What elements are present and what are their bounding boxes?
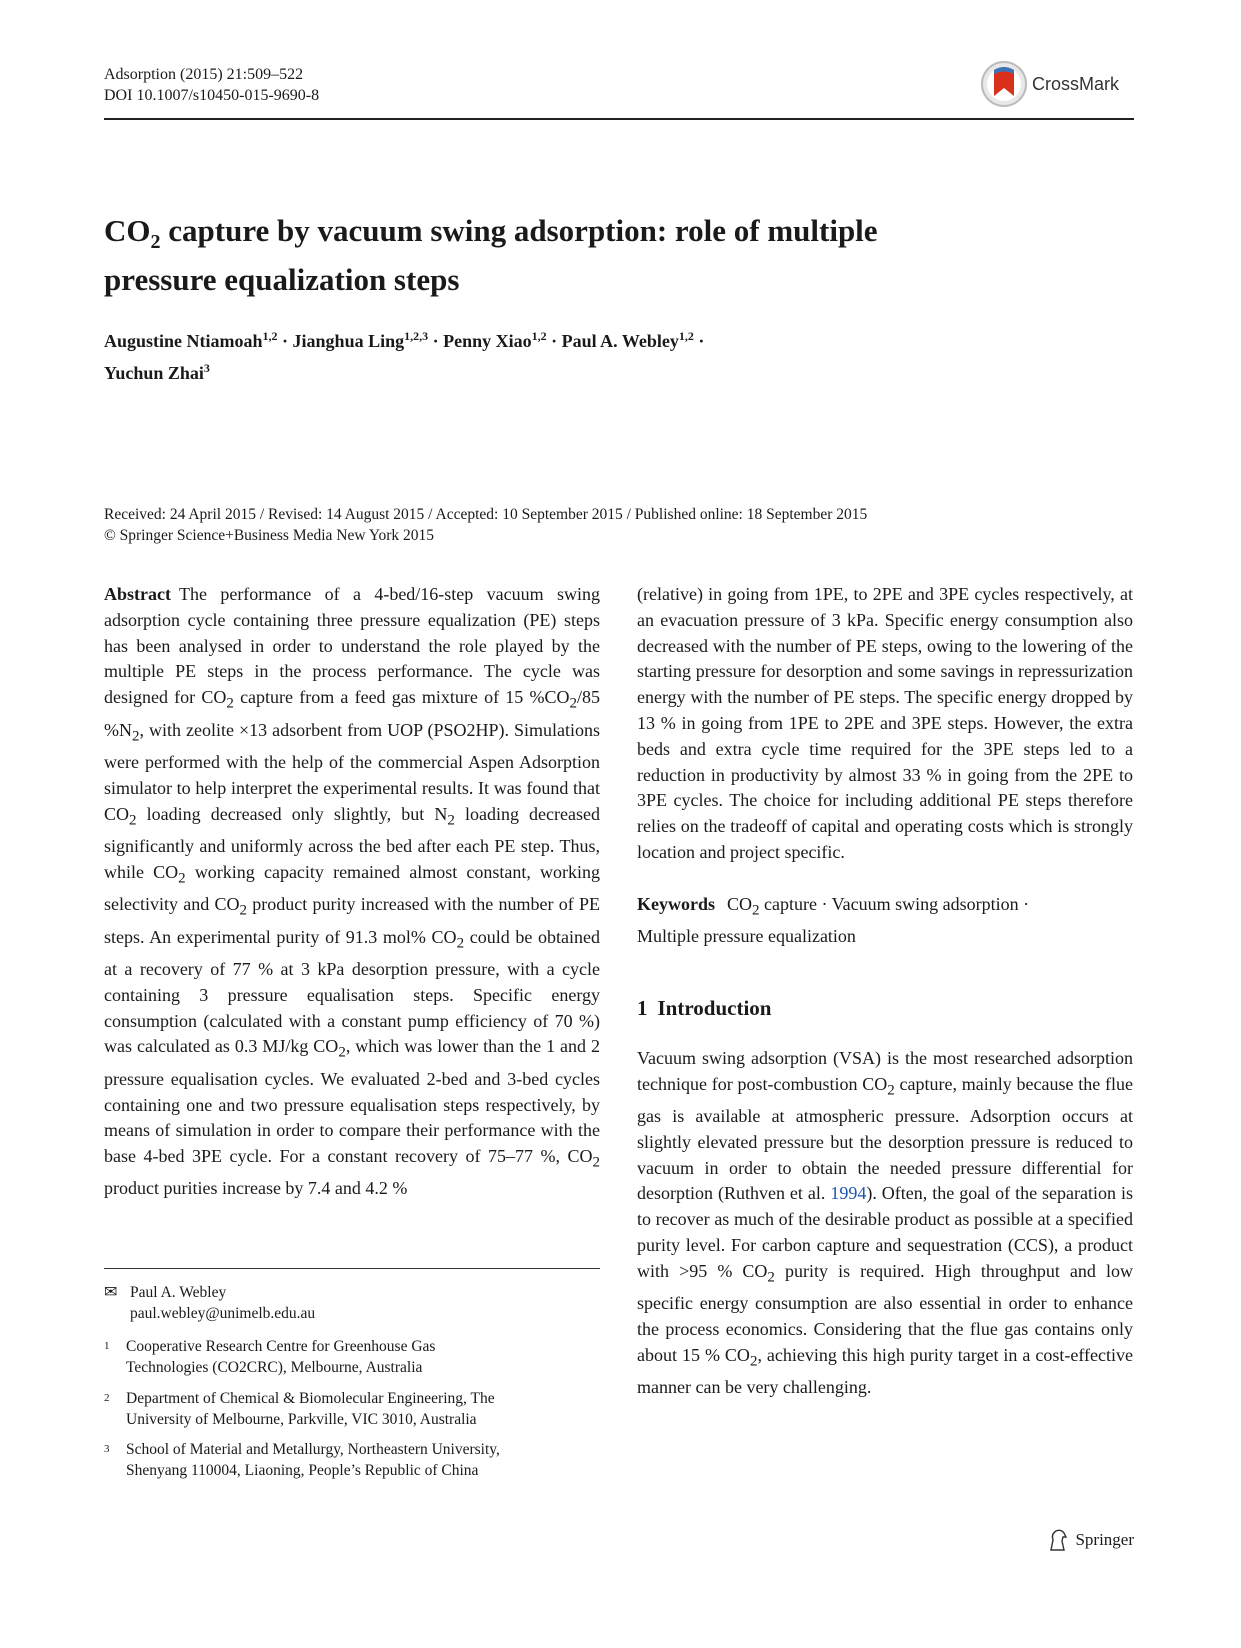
- author-separator: ·: [693, 331, 705, 351]
- author-separator: ·: [546, 331, 562, 351]
- author-list: [104, 323, 1104, 387]
- affiliation-line: School of Material and Metallurgy, Northeastern University,: [126, 1441, 500, 1458]
- author-affiliation: 1,2: [262, 329, 278, 343]
- section-title: Introduction: [657, 995, 772, 1020]
- affiliation-mark: 3: [104, 1443, 110, 1455]
- abstract-paragraph: [104, 582, 600, 1202]
- author-name[interactable]: Augustine Ntiamoah: [104, 331, 263, 351]
- intro-text: , achieving this high purity target in a cost-effective manner can be very challenging.: [637, 1344, 1133, 1398]
- subscript: 2: [569, 695, 577, 712]
- affiliation-mark: 1: [104, 1340, 110, 1352]
- author-name[interactable]: Penny Xiao: [443, 331, 532, 351]
- subscript: 2: [129, 812, 137, 829]
- subscript: 2: [592, 1154, 600, 1171]
- keywords: [637, 892, 1133, 950]
- affiliation-footnote: [104, 1388, 495, 1430]
- affiliation-footnote: [104, 1439, 500, 1481]
- intro-text: purity is required. High throughput and low specific energy consumption are also essential in order to enhance the process economics. Considering that the flue gas contains only about 15 % CO: [637, 1260, 1133, 1365]
- title-line-1: [104, 212, 1104, 261]
- copyright-line: © Springer Science+Business Media New York 2015: [104, 527, 435, 544]
- subscript: 2: [767, 1269, 775, 1286]
- abstract-text: The performance of a 4-bed/16-step vacuum swing adsorption cycle containing three pressure equalization (PE) steps has been analysed in order to understand the role played by the multiple PE steps in the process performance. The cycle was designed for CO: [104, 584, 600, 708]
- author-separator: ·: [277, 331, 293, 351]
- abstract-text: product purity increased with the number of PE steps. An experimental purity of 91.3 mol% CO: [104, 894, 600, 947]
- abstract-text: loading decreased only slightly, but N: [136, 803, 448, 824]
- subscript: 2: [887, 1082, 895, 1099]
- right-column: [637, 582, 1133, 1401]
- keywords-heading: Keywords: [637, 893, 715, 914]
- author-affiliation: 1,2,3: [404, 329, 429, 343]
- title-co2-sub: 2: [150, 231, 161, 254]
- abstract-text: , with zeolite ×13 adsorbent from UOP (PSO2HP). Simulations were performed with the help of the commercial Aspen Adsorption simulator to help interpret the experimental results. It was found that CO: [104, 719, 600, 824]
- author-affiliation: 3: [203, 361, 210, 375]
- author-separator: ·: [428, 331, 444, 351]
- author-affiliation: 1,2: [531, 329, 547, 343]
- title-co2: CO: [104, 213, 151, 248]
- subscript: 2: [178, 870, 186, 887]
- keyword-text: capture · Vacuum swing adsorption ·: [759, 893, 1030, 914]
- affiliation-line: Technologies (CO2CRC), Melbourne, Australia: [126, 1359, 423, 1376]
- abstract-text: product purities increase by 7.4 and 4.2 %: [104, 1178, 408, 1199]
- author-line-1: [104, 323, 1104, 355]
- footnote-rule: [104, 1268, 600, 1269]
- author-name[interactable]: Paul A. Webley: [561, 331, 679, 351]
- abstract-text: capture from a feed gas mixture of 15 %CO: [233, 687, 570, 708]
- title-line-2: pressure equalization steps: [104, 262, 460, 298]
- intro-text: ). Often, the goal of the separation is to recover as much of the desirable product as possible at a specified purity level. For carbon capture and sequestration (CCS), a product with >95 % CO: [637, 1183, 1133, 1281]
- subscript: 2: [447, 812, 455, 829]
- crossmark-badge[interactable]: [980, 60, 1119, 108]
- abstract-text: , which was lower than the 1 and 2 pressure equalisation cycles. We evaluated 2-bed and 3-bed cycles containing one and two pressure equalisation steps respectively, by means of simulation in order to compare their performance with the base 4-bed 3PE cycle. For a constant recovery of 75–77 %, CO: [104, 1036, 601, 1167]
- introduction-paragraph: [637, 1046, 1133, 1401]
- subscript: 2: [456, 935, 465, 952]
- intro-text: Vacuum swing adsorption (VSA) is the most researched adsorption technique for post-combustion CO: [637, 1047, 1133, 1094]
- correspondence-email[interactable]: paul.webley@unimelb.edu.au: [130, 1305, 316, 1322]
- section-number: 1: [637, 995, 648, 1020]
- left-column: [104, 582, 600, 1202]
- envelope-icon: ✉: [104, 1284, 118, 1301]
- subscript: 2: [752, 902, 760, 919]
- citation-link[interactable]: 1994: [830, 1183, 867, 1204]
- affiliation-mark: 2: [104, 1392, 110, 1404]
- publisher-logo: [1047, 1528, 1134, 1552]
- affiliation-line: Cooperative Research Centre for Greenhouse Gas: [126, 1338, 436, 1355]
- intro-text: capture, mainly because the flue gas is available at atmospheric pressure. Adsorption occurs at slightly elevated pressure but the desorption pressure is reduced to vacuum in order to obtain the needed pressure differential for desorption (Ruthven et al.: [637, 1073, 1133, 1204]
- abstract-text: could be obtained at a recovery of 77 % at 3 kPa desorption pressure, with a cycle containing 3 pressure equalisation steps. Specific energy consumption (calculated with a constant pump efficiency of 70 %) was calculated as 0.3 MJ/kg CO: [104, 926, 600, 1057]
- keyword-text: Multiple pressure equalization: [637, 926, 856, 947]
- subscript: 2: [226, 695, 234, 712]
- doi-line: DOI 10.1007/s10450-015-9690-8: [104, 87, 320, 104]
- article-title: [104, 212, 1104, 299]
- subscript: 2: [239, 902, 247, 919]
- keyword-text: CO: [727, 893, 753, 914]
- affiliation-footnote: [104, 1336, 435, 1378]
- subscript: 2: [338, 1044, 346, 1061]
- journal-citation: [104, 64, 319, 106]
- author-name[interactable]: Jianghua Ling: [292, 331, 405, 351]
- subscript: 2: [132, 728, 140, 745]
- title-line-1-rest: capture by vacuum swing adsorption: role of multiple: [160, 213, 878, 248]
- abstract-heading: Abstract: [104, 584, 171, 604]
- publication-history: [104, 504, 1144, 546]
- crossmark-icon: [980, 60, 1028, 108]
- abstract-text: loading decreased significantly and uniformly across the bed after each PE step. Thus, while CO: [104, 803, 601, 882]
- abstract-text: working capacity remained almost constant, working selectivity and CO: [104, 861, 600, 915]
- crossmark-label: CrossMark: [1032, 73, 1120, 94]
- author-line-2: [104, 355, 1104, 387]
- author-affiliation: 1,2: [678, 329, 694, 343]
- affiliation-line: Department of Chemical & Biomolecular Engineering, The: [126, 1390, 495, 1407]
- header-rule: [104, 118, 1134, 120]
- correspondence-footnote: [104, 1282, 315, 1324]
- affiliation-line: University of Melbourne, Parkville, VIC 3010, Australia: [126, 1411, 477, 1428]
- subscript: 2: [749, 1353, 758, 1370]
- abstract-text: /85 %N: [104, 687, 601, 740]
- springer-horse-icon: [1047, 1528, 1069, 1552]
- section-heading-introduction: [637, 996, 1133, 1022]
- publisher-name: Springer: [1075, 1530, 1134, 1549]
- journal-line: Adsorption (2015) 21:509–522: [104, 66, 304, 83]
- dates-line: Received: 24 April 2015 / Revised: 14 August 2015 / Accepted: 10 September 2015 / Published online: 18 September 2015: [104, 506, 868, 523]
- author-name[interactable]: Yuchun Zhai: [104, 363, 204, 383]
- affiliation-line: Shenyang 110004, Liaoning, People’s Republic of China: [126, 1462, 479, 1479]
- correspondence-name: Paul A. Webley: [130, 1284, 227, 1301]
- abstract-continued: (relative) in going from 1PE, to 2PE and 3PE cycles respectively, at an evacuation pressure of 3 kPa. Specific energy consumption also decreased with the number of PE steps, owing to the lowering of the starting pressure for desorption and some savings in repressurization energy with the number of PE steps. The specific energy dropped by 13 % in going from 1PE to 2PE and 3PE steps. However, the extra beds and extra cycle time required for the 3PE steps led to a reduction in productivity by almost 33 % in going from the 2PE to 3PE cycles. The choice for including additional PE steps therefore relies on the tradeoff of capital and operating costs which is strongly location and project specific.: [637, 584, 1133, 862]
